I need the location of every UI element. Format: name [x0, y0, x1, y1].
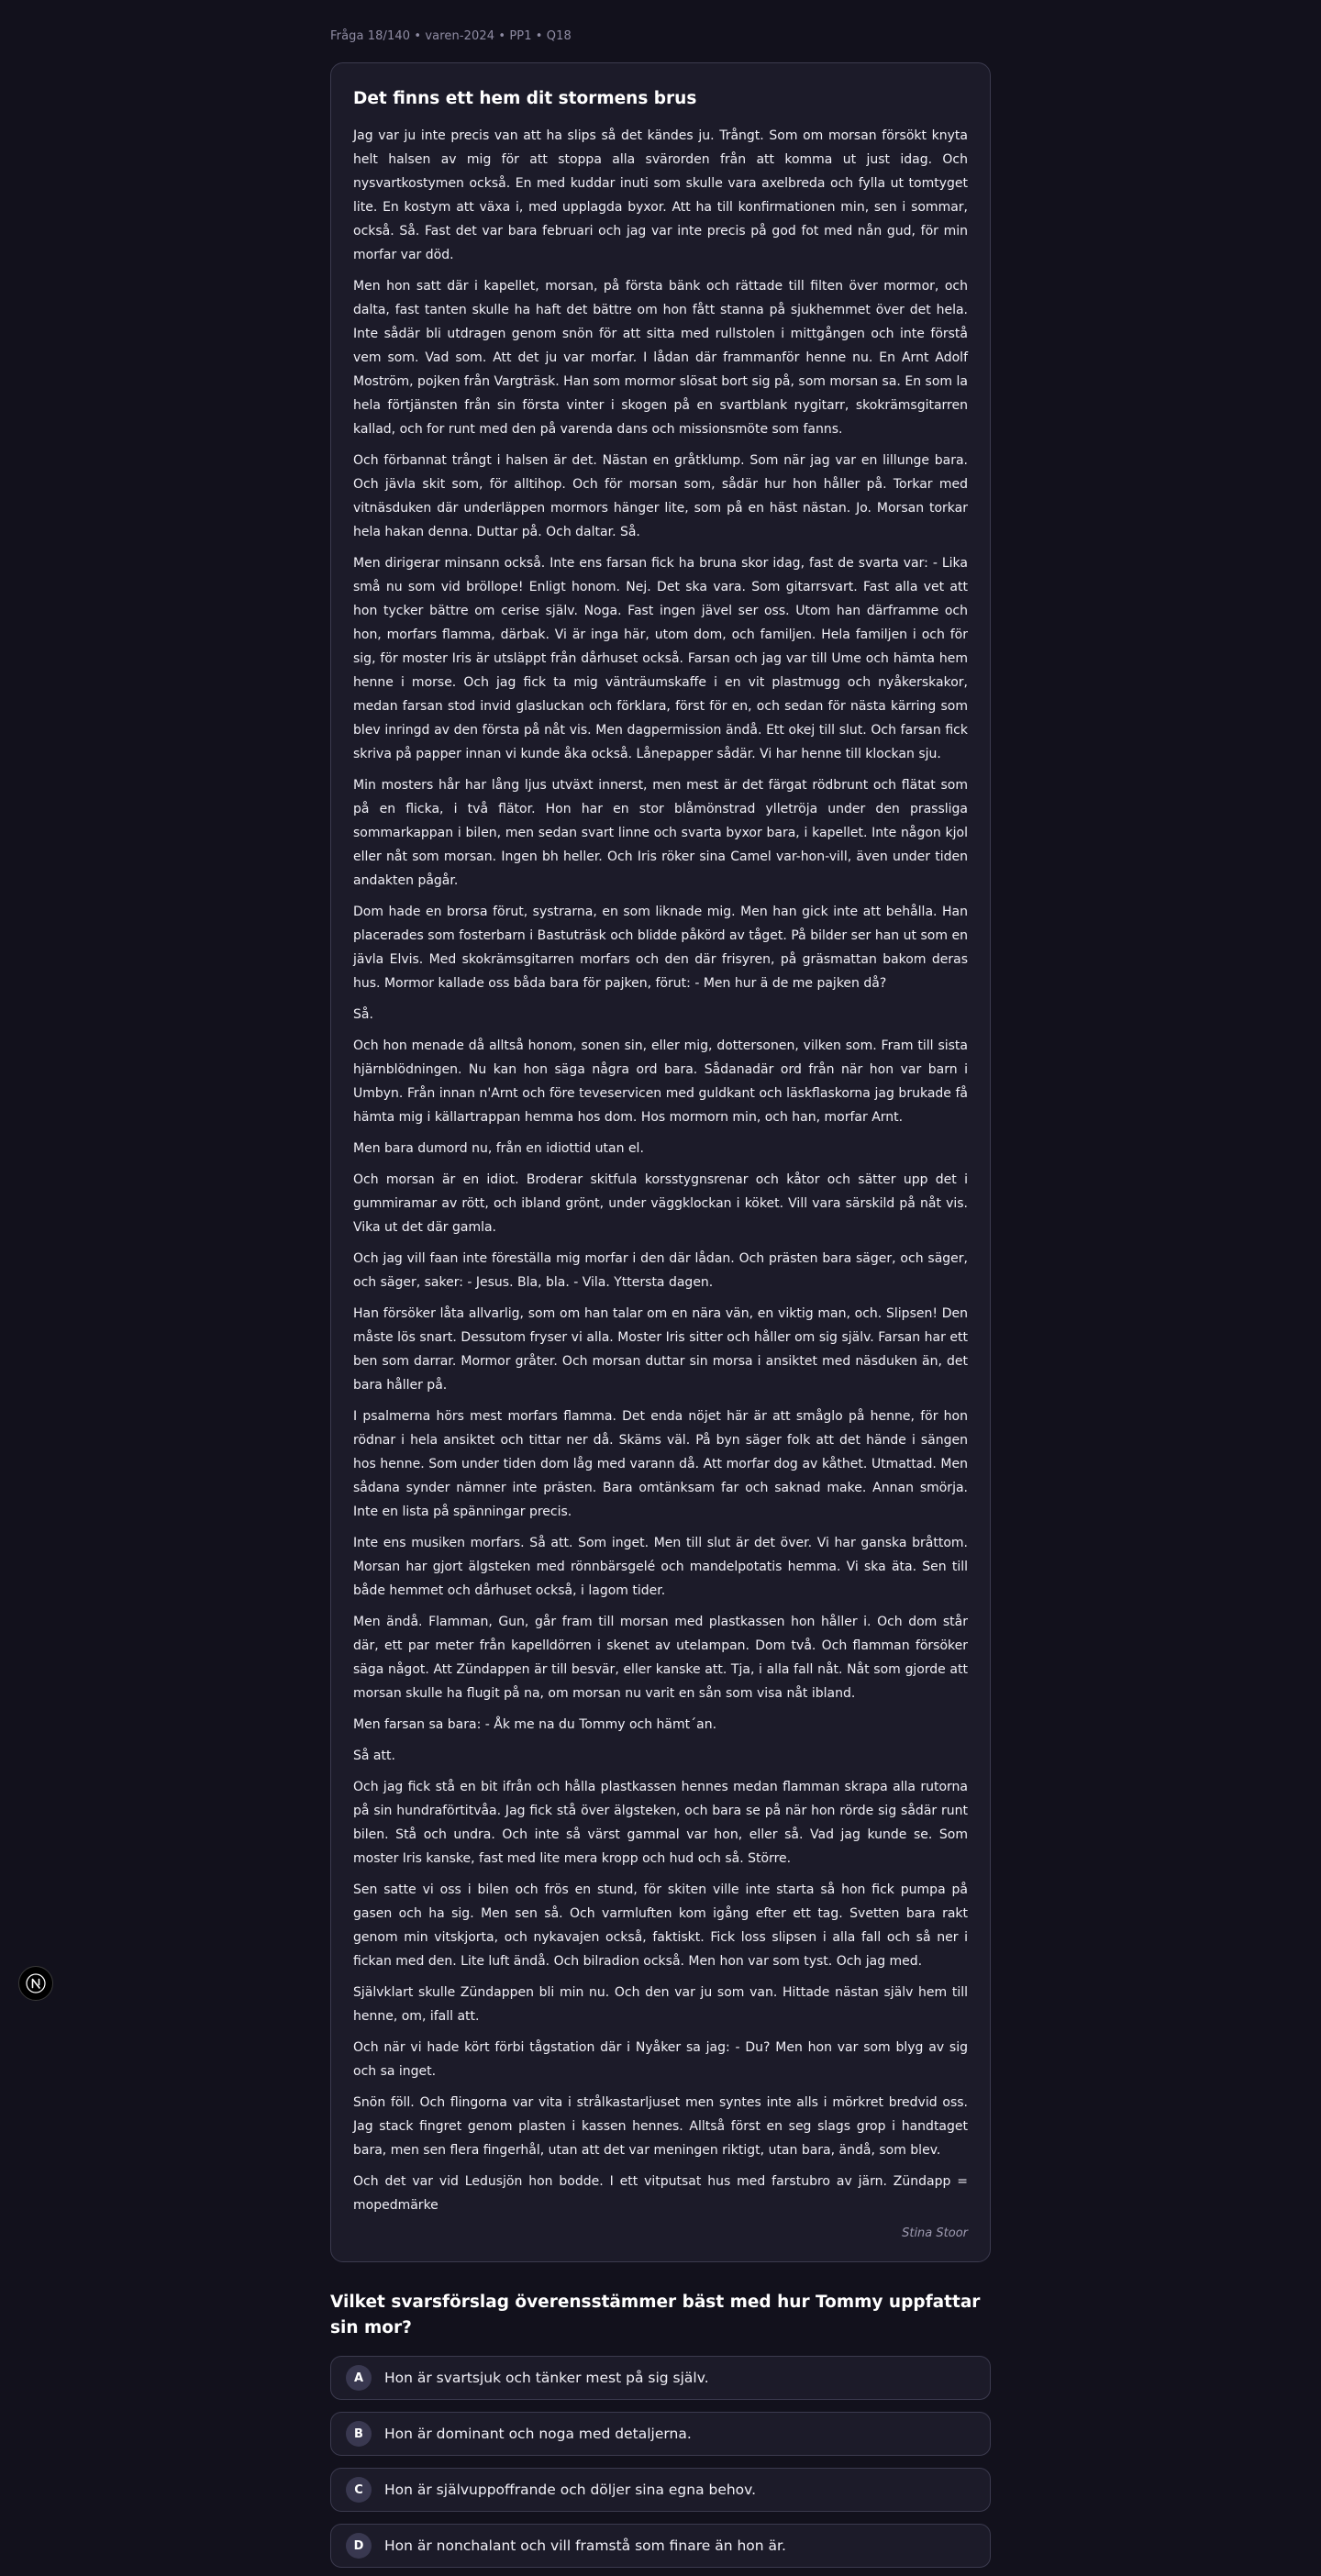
passage-paragraph: Men hon satt där i kapellet, morsan, på första bänk och rättade till filten över mormor, och dalta, fast tanten skulle ha haft det bättre om hon fått stanna på sjukhemmet över det hela. Inte sådär bli utdragen genom snön för att sitta med rullstolen i mittgången och inte förstå vem som. Vad som. Att det ju var morfar. I lådan där frammanför henne nu. En Arnt Adolf Moström, pojken från Vargträsk. Han som mormor slösat bort sig på, som morsan sa. En som la hela förtjänsten från sin första vinter i skogen på en svartblank nygitarr, skokrämsgitarren kallad, och for runt med den på varenda dans och missionsmöte som fanns. — [353, 279, 968, 437]
nextjs-n-icon[interactable] — [18, 1966, 53, 2001]
answer-option-c[interactable] — [330, 2468, 991, 2512]
passage-paragraph: Han försöker låta allvarlig, som om han talar om en nära vän, en viktig man, och. Slipsen! Den måste lös snart. Dessutom fryser vi alla. Moster Iris sitter och håller om sig själv. Farsan har ett ben som darrar. Mormor gråter. Och morsan duttar sin morsa i ansiktet med näsduken än, det bara håller på. — [353, 1306, 968, 1393]
passage-paragraph: Och förbannat trångt i halsen är det. Nästan en gråtklump. Som när jag var en lillunge bara. Och jävla skit som, för alltihop. Och för morsan som, sådär hur hon håller på. Torkar med vitnäsduken där underläppen mormors hänger lite, som på en häst nästan. Jo. Morsan torkar hela hakan denna. Duttar på. Och daltar. Så. — [353, 453, 968, 539]
option-letter-badge: C — [346, 2477, 372, 2503]
answer-options — [330, 2356, 991, 2568]
answer-option-b[interactable] — [330, 2412, 991, 2456]
option-letter-badge: A — [346, 2365, 372, 2391]
option-text: Hon är svartsjuk och tänker mest på sig själv. — [384, 2370, 709, 2386]
passage-author: Stina Stoor — [902, 2226, 968, 2240]
n-logo-glyph — [26, 1973, 46, 1993]
passage-paragraph: Snön föll. Och flingorna var vita i strålkastarljuset men syntes inte alls i mörkret bredvid oss. Jag stack fingret genom plasten i kassen hennes. Alltså först en seg slags grop i handtaget bara, men sen flera fingerhål, utan att det var meningen riktigt, utan bara, ändå, som blev. — [353, 2095, 968, 2158]
passage-paragraph: Sen satte vi oss i bilen och frös en stund, för skiten ville inte starta så hon fick pumpa på gasen och ha sig. Men sen så. Och varmluften kom igång efter ett tag. Svetten bara rakt genom min vitskjorta, och nykavajen också, faktiskt. Fick loss slipsen i alla fall och så ner i fickan med den. Lite luft ändå. Och bilradion också. Men hon var som tyst. Och jag med. — [353, 1882, 968, 1969]
option-text: Hon är dominant och noga med detaljerna. — [384, 2426, 692, 2442]
passage-card — [330, 62, 991, 2262]
passage-paragraph: Men dirigerar minsann också. Inte ens farsan fick ha bruna skor idag, fast de svarta var: - Lika små nu som vid bröllope! Enligt honom. Nej. Det ska vara. Som gitarrsvart. Fast alla vet att hon tycker bättre om cerise själv. Noga. Fast ingen jävel ser oss. Utom han därframme och hon, morfars flamma, därbak. Vi är inga här, utom dom, och familjen. Hela familjen i och för sig, för moster Iris är utsläppt från dårhuset också. Farsan och jag var till Ume och hämta hem henne i morse. Och jag fick ta mig vänträumskaffe i en vit plastmugg och nyåkerskakor, medan farsan stod invid glasluckan och förklara, först för en, och sedan för nästa kärring som blev inringd av den första på nåt vis. Men dagpermission ändå. Ett okej till slut. Och farsan fick skriva på papper innan vi kunde åka också. Lånepapper sådär. Vi har henne till klockan sju. — [353, 556, 968, 761]
passage-paragraph: Min mosters hår har lång ljus utväxt innerst, men mest är det färgat rödbrunt och flätat som på en flicka, i två flätor. Hon har en stor blåmönstrad ylletröja under den prassliga sommarkappan i bilen, men sedan svart linne och svarta byxor bara, i kapellet. Inte någon kjol eller nåt som morsan. Ingen bh heller. Och Iris röker sina Camel var-hon-vill, även under tiden andakten pågår. — [353, 778, 968, 888]
passage-paragraph: I psalmerna hörs mest morfars flamma. Det enda nöjet här är att småglo på henne, för hon rödnar i hela ansiktet och tittar ner då. Skäms väl. På byn säger folk att det hände i sängen hos henne. Som under tiden dom låg med varann då. Att morfar dog av kåthet. Utmattad. Men sådana synder nämner inte prästen. Bara omtänksam far och saknad make. Annan smörja. Inte en lista på spänningar precis. — [353, 1409, 968, 1519]
content-column — [330, 0, 991, 2576]
question-text: Vilket svarsförslag överensstämmer bäst med hur Tommy uppfattar sin mor? — [330, 2293, 981, 2337]
passage-paragraph: Inte ens musiken morfars. Så att. Som inget. Men till slut är det över. Vi har ganska bråttom. Morsan har gjort älgsteken med rönnbärsgelé och mandelpotatis hemma. Vi ska äta. Sen till både hemmet och dårhuset också, i lagom tider. — [353, 1536, 968, 1598]
passage-paragraph: Så att. — [353, 1749, 395, 1763]
passage-paragraph: Men ändå. Flamman, Gun, går fram till morsan med plastkassen hon håller i. Och dom står där, ett par meter från kapelldörren i skenet av utelampan. Dom två. Och flamman försöker säga något. Att Zündappen är till besvär, eller kanske att. Tja, i alla fall nåt. Nåt som gjorde att morsan skulle ha flugit på na, om morsan nu varit en sån som visa nåt ibland. — [353, 1615, 968, 1701]
passage-paragraph: Och jag fick stå en bit ifrån och hålla plastkassen hennes medan flamman skrapa alla rutorna på sin hundraförtitvåa. Jag fick stå över älgsteken, och bara se på när hon rörde sig sådär runt bilen. Stå och undra. Och inte så värst gammal var hon, eller så. Vad jag kunde se. Som moster Iris kanske, fast med lite mera kropp och hud och så. Större. — [353, 1780, 968, 1866]
passage-paragraph: Och hon menade då alltså honom, sonen sin, eller mig, dottersonen, vilken som. Fram till sista hjärnblödningen. Nu kan hon säga några ord bara. Sådanadär ord från när hon var barn i Umbyn. Från innan n'Arnt och före teveservicen med guldkant och läskflaskorna jag brukade få hämta mig i källartrappan hemma hos dom. Hos mormorn min, och han, morfar Arnt. — [353, 1038, 968, 1125]
passage-paragraph: Och när vi hade kört förbi tågstation där i Nyåker sa jag: - Du? Men hon var som blyg av sig och sa inget. — [353, 2040, 968, 2079]
passage-paragraph: Och morsan är en idiot. Broderar skitfula korsstygnsrenar och kåtor och sätter upp det i gummiramar av rött, och ibland grönt, under väggklockan i köket. Vill vara särskild på nåt vis. Vika ut det där gamla. — [353, 1172, 968, 1235]
option-letter-badge: D — [346, 2533, 372, 2559]
passage-paragraph: Och det var vid Ledusjön hon bodde. I ett vitputsat hus med farstubro av järn. Zündapp = mopedmärke — [353, 2174, 968, 2213]
passage-title: Det finns ett hem dit stormens brus — [353, 89, 697, 108]
option-text: Hon är nonchalant och vill framstå som finare än hon är. — [384, 2537, 786, 2554]
option-text: Hon är självuppoffrande och döljer sina egna behov. — [384, 2482, 757, 2498]
passage-body — [353, 124, 968, 2217]
passage-paragraph: Självklart skulle Zündappen bli min nu. Och den var ju som van. Hittade nästan själv hem till henne, om, ifall att. — [353, 1985, 968, 2024]
answer-option-a[interactable] — [330, 2356, 991, 2400]
passage-paragraph: Dom hade en brorsa förut, systrarna, en som liknade mig. Men han gick inte att behålla. Han placerades som fosterbarn i Bastuträsk och blidde påkörd av tåget. På bilder ser han ut som en jävla Elvis. Med skokrämsgitarren morfars och den där frisyren, på gräsmattan bakom deras hus. Mormor kallade oss båda bara för pajken, förut: - Men hur ä de me pajken då? — [353, 905, 968, 991]
passage-paragraph: Så. — [353, 1007, 373, 1022]
passage-paragraph: Jag var ju inte precis van att ha slips så det kändes ju. Trångt. Som om morsan försökt knyta helt halsen av mig för att stoppa alla svärorden från att komma ut just idag. Och nysvartkostymen också. En med kuddar inuti som skulle vara axelbreda och fylla ut tomtyget lite. En kostym att växa i, med upplagda byxor. Att ha till konfirmationen min, sen i sommar, också. Så. Fast det var bara februari och jag var inte precis på god fot med nån gud, för min morfar var död. — [353, 128, 968, 262]
answer-option-d[interactable] — [330, 2524, 991, 2568]
passage-paragraph: Men farsan sa bara: - Åk me na du Tommy och hämt´an. — [353, 1717, 717, 1732]
question-meta: Fråga 18/140 • varen-2024 • PP1 • Q18 — [330, 29, 572, 43]
option-letter-badge: B — [346, 2421, 372, 2447]
passage-paragraph: Och jag vill faan inte föreställa mig morfar i den där lådan. Och prästen bara säger, och säger, och säger, saker: - Jesus. Bla, bla. - Vila. Yttersta dagen. — [353, 1251, 968, 1290]
passage-paragraph: Men bara dumord nu, från en idiottid utan el. — [353, 1141, 644, 1156]
